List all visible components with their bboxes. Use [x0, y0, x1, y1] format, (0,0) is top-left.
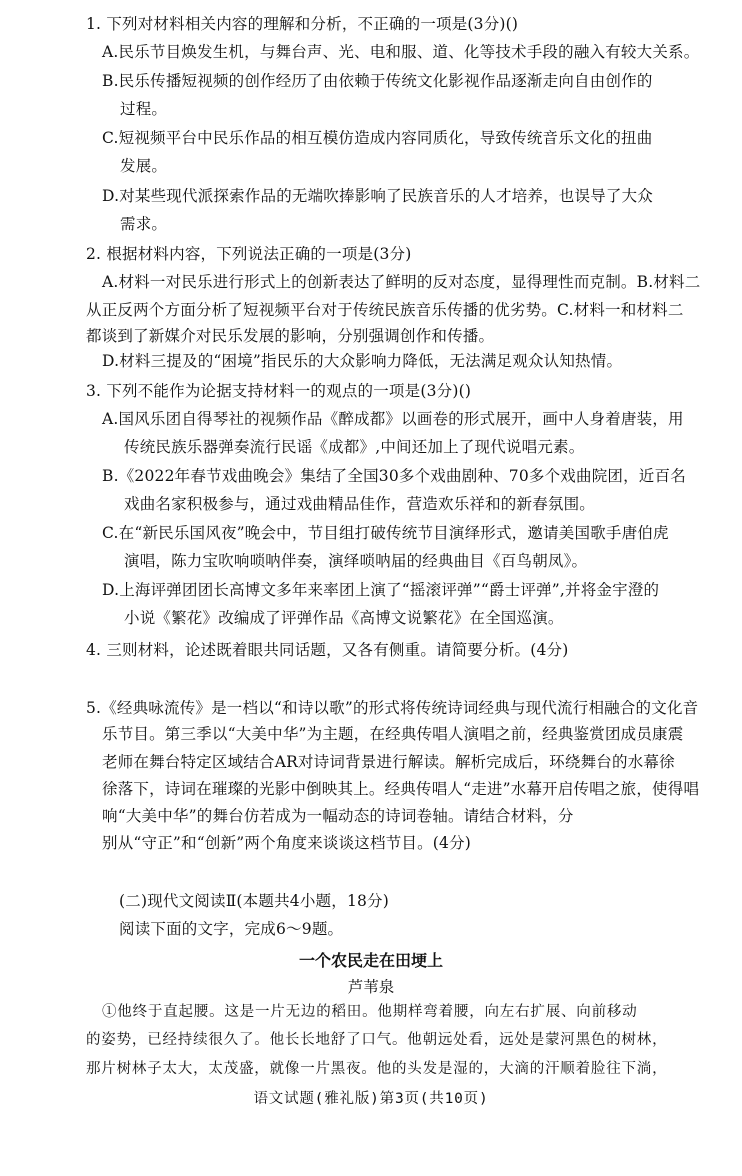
q4-stem: 4. 三则材料，论述既着眼共同话题，又各有侧重。请简要分析。(4分) — [86, 641, 569, 659]
q2-line3: 都谈到了新媒介对民乐发展的影响，分别强调创作和传播。 — [86, 327, 495, 345]
q5-line3: 老师在舞台特定区域结合AR对诗词背景进行解读。解析完成后，环绕舞台的水幕徐 — [102, 753, 675, 771]
q1-option-b-line1: B.民乐传播短视频的创作经历了由依赖于传统文化影视作品逐渐走向自由创作的 — [102, 72, 653, 90]
q2-line4: D.材料三提及的“困境”指民乐的大众影响力降低，无法满足观众认知热情。 — [102, 352, 623, 370]
q5-line2: 乐节目。第三季以“大美中华”为主题，在经典传唱人演唱之前，经典鉴赏团成员康震 — [102, 725, 684, 743]
section-heading: (二)现代文阅读Ⅱ(本题共4小题，18分) — [119, 892, 390, 910]
q5-line1: 5.《经典咏流传》是一档以“和诗以歌”的形式将传统诗词经典与现代流行相融合的文化音 — [86, 699, 699, 717]
q3-stem: 3. 下列不能作为论据支持材料一的观点的一项是(3分)() — [86, 382, 472, 400]
section-instruction: 阅读下面的文字，完成6～9题。 — [119, 920, 344, 938]
q5-line5: 响“大美中华”的舞台仿若成为一幅动态的诗词卷轴。请结合材料，分 — [102, 807, 574, 825]
q5-line4: 徐落下，诗词在璀璨的光影中倒映其上。经典传唱人“走进”水幕开启传唱之旅，使得唱 — [102, 780, 700, 798]
q1-option-c-line2: 发展。 — [120, 157, 168, 175]
q3-option-b-line2: 戏曲名家积极参与，通过戏曲精品佳作，营造欢乐祥和的新春氛围。 — [124, 495, 596, 513]
q3-option-d-line1: D.上海评弹团团长高博文多年来率团上演了“摇滚评弹”“爵士评弹”,并将金宇澄的 — [102, 581, 660, 599]
q3-option-a-line2: 传统民族乐器弹奏流行民谣《成都》,中间还加上了现代说唱元素。 — [124, 438, 585, 456]
article-paragraph-line3: 那片树林子太大，太茂盛，就像一片黑夜。他的头发是湿的，大滴的汗顺着脸往下淌， — [86, 1061, 668, 1077]
q1-option-d-line2: 需求。 — [120, 215, 168, 233]
q2-line2: 从正反两个方面分析了短视频平台对于传统民族音乐传播的优劣势。C.材料一和材料二 — [86, 301, 684, 319]
q3-option-d-line2: 小说《繁花》改编成了评弹作品《高博文说繁花》在全国巡演。 — [124, 609, 564, 627]
q1-option-b-line2: 过程。 — [120, 100, 168, 118]
q5-line6: 别从“守正”和“创新”两个角度来谈谈这档节目。(4分) — [102, 834, 472, 852]
page-footer: 语文试题(雅礼版)第3页(共10页) — [253, 1091, 489, 1107]
q1-option-c-line1: C.短视频平台中民乐作品的相互模仿造成内容同质化，导致传统音乐文化的扭曲 — [102, 129, 653, 147]
q3-option-c-line1: C.在“新民乐国风夜”晚会中，节目组打破传统节目演绎形式，邀请美国歌手唐伯虎 — [102, 524, 669, 542]
article-title: 一个农民走在田埂上 — [298, 951, 443, 970]
article-author: 芦苇泉 — [347, 978, 395, 996]
q2-line1: A.材料一对民乐进行形式上的创新表达了鲜明的反对态度，显得理性而克制。B.材料二 — [102, 273, 701, 291]
q3-option-c-line2: 演唱，陈力宝吹响唢呐伴奏，演绎唢呐届的经典曲目《百鸟朝凤》。 — [124, 552, 588, 570]
q1-option-a: A.民乐节目焕发生机，与舞台声、光、电和服、道、化等技术手段的融入有较大关系。 — [102, 43, 700, 61]
q3-option-a-line1: A.国风乐团自得琴社的视频作品《醉成都》以画卷的形式展开，画中人身着唐装，用 — [102, 410, 684, 428]
q2-stem: 2. 根据材料内容，下列说法正确的一项是(3分) — [86, 245, 412, 263]
q1-option-d-line1: D.对某些现代派探索作品的无端吹捧影响了民族音乐的人才培养，也误导了大众 — [102, 187, 654, 205]
q3-option-b-line1: B.《2022年春节戏曲晚会》集结了全国30多个戏曲剧种、70多个戏曲院团，近百名 — [102, 467, 686, 485]
q1-stem: 1. 下列对材料相关内容的理解和分析，不正确的一项是(3分)() — [86, 15, 519, 33]
article-paragraph-line1: ①他终于直起腰。这是一片无边的稻田。他期样弯着腰，向左右扩展、向前移动 — [102, 1004, 638, 1020]
article-paragraph-line2: 的姿势，已经持续很久了。他长长地舒了口气。他朝远处看，远处是蒙河黑色的树林， — [86, 1032, 668, 1048]
